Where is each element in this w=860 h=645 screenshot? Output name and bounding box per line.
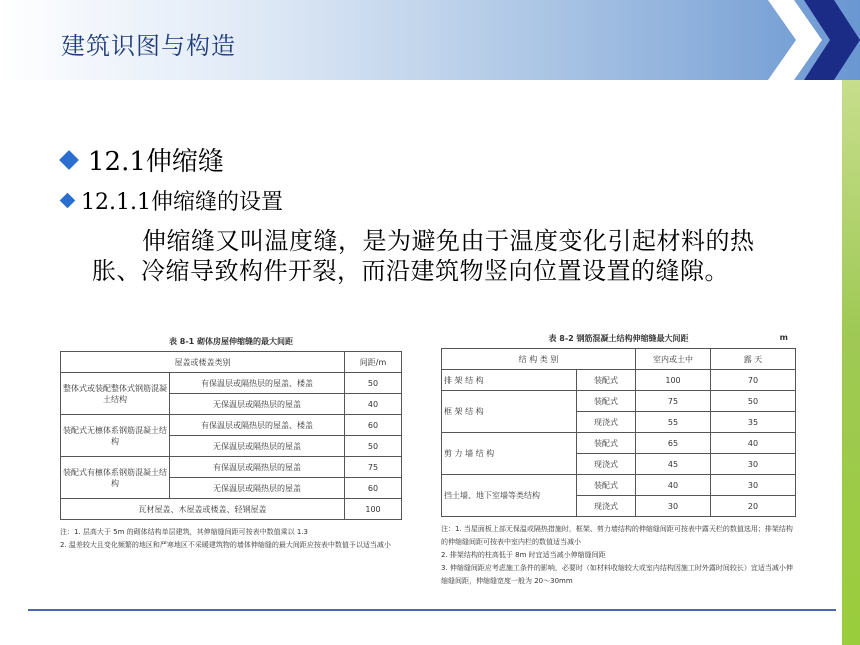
table-header: 屋盖或楼盖类别 [61, 352, 345, 373]
table-caption [441, 333, 796, 344]
table-header: 室内或土中 [636, 349, 711, 370]
table-cell: 40 [345, 394, 402, 415]
table-note: 注：1. 当屋面板上部无保温或隔热措施时，框架、剪力墙结构的伸缩缝间距可按表中露天栏的数值选用；排架结构的伸缩缝间距可按表中室内栏的数值适当减小 [441, 525, 793, 546]
table-cell: 35 [711, 412, 796, 433]
table-cell: 55 [636, 412, 711, 433]
table-cell: 40 [711, 433, 796, 454]
table-cell: 100 [345, 499, 402, 520]
table-cell: 30 [636, 496, 711, 517]
table-cell: 50 [711, 391, 796, 412]
table-cell: 装配式有檩体系钢筋混凝土结构 [61, 457, 170, 499]
table-note: 2. 排架结构的柱高低于 8m 时宜适当减小伸缩缝间距 [441, 551, 606, 559]
table-8-1 [60, 336, 402, 552]
table-cell: 瓦材屋盖、木屋盖或楼盖、轻钢屋盖 [61, 499, 345, 520]
table-cell: 40 [636, 475, 711, 496]
table-cell: 65 [636, 433, 711, 454]
table-cell: 排 架 结 构 [442, 370, 577, 391]
table-cell: 框 架 结 构 [442, 391, 577, 433]
table-cell: 装配式 [577, 433, 636, 454]
table-cell: 装配式无檩体系钢筋混凝土结构 [61, 415, 170, 457]
table-cell: 60 [345, 415, 402, 436]
table-header: 间距/m [345, 352, 402, 373]
table-cell: 装配式 [577, 370, 636, 391]
table-cell: 100 [636, 370, 711, 391]
table-cell: 有保温层或隔热层的屋盖 [170, 457, 345, 478]
table-cell: 现浇式 [577, 454, 636, 475]
table-unit: m [779, 333, 788, 342]
table-cell: 50 [345, 373, 402, 394]
table-cell: 有保温层或隔热层的屋盖、楼盖 [170, 415, 345, 436]
table-cell: 75 [345, 457, 402, 478]
table-cell: 装配式 [577, 475, 636, 496]
body-paragraph: 伸缩缝又叫温度缝，是为避免由于温度变化引起材料的热胀、冷缩导致构件开裂，而沿建筑物竖向位置设置的缝隙。 [92, 227, 755, 285]
table-cell: 50 [345, 436, 402, 457]
table-cell: 挡土墙、地下室墙等类结构 [442, 475, 577, 517]
footer-divider [28, 609, 836, 611]
table-cell: 有保温层或隔热层的屋盖、楼盖 [170, 373, 345, 394]
diamond-bullet-icon [59, 150, 79, 170]
table-cell: 现浇式 [577, 412, 636, 433]
table-cell: 无保温层或隔热层的屋盖 [170, 436, 345, 457]
table-note: 3. 伸缩缝间距应考虑施工条件的影响，必要时（如材料收缩较大或室内结构因施工时外露时间较长）宜适当减小伸缩缝间距，伸缩缝宽度一般为 20～30mm [441, 564, 793, 585]
section-heading-text: 12.1伸缩缝 [88, 147, 224, 177]
chevron-arrow-icon [768, 0, 860, 80]
section-heading [62, 141, 224, 178]
table-cell: 70 [711, 370, 796, 391]
table-cell: 现浇式 [577, 496, 636, 517]
table-cell: 30 [711, 454, 796, 475]
table-cell: 整体式或装配整体式钢筋混凝土结构 [61, 373, 170, 415]
table-cell: 装配式 [577, 391, 636, 412]
course-title: 建筑识图与构造 [61, 32, 236, 60]
side-accent-bar [842, 80, 860, 645]
table-cell: 75 [636, 391, 711, 412]
subsection-heading-text: 12.1.1伸缩缝的设置 [81, 190, 283, 215]
table-note: 2. 温差较大且变化频繁的地区和严寒地区不采暖建筑物的墙体伸缩缝的最大间距应按表中数值予以适当减小 [60, 541, 391, 549]
table-8-2-grid [441, 348, 796, 517]
table-caption-text: 表 8-2 钢筋混凝土结构伸缩缝最大间距 [548, 334, 689, 343]
table-8-2 [441, 333, 796, 588]
table-header: 结 构 类 别 [442, 349, 636, 370]
diamond-bullet-icon [60, 193, 76, 209]
table-note: 注：1. 层高大于 5m 的砌体结构单层建筑，其伸缩缝间距可按表中数值乘以 1.3 [60, 528, 308, 536]
header-band [0, 0, 860, 80]
subsection-heading [62, 185, 283, 216]
table-cell: 剪 力 墙 结 构 [442, 433, 577, 475]
table-cell: 30 [711, 475, 796, 496]
table-cell: 无保温层或隔热层的屋盖 [170, 394, 345, 415]
table-cell: 20 [711, 496, 796, 517]
table-header: 露 天 [711, 349, 796, 370]
table-cell: 无保温层或隔热层的屋盖 [170, 478, 345, 499]
table-8-1-grid [60, 351, 402, 520]
table-cell: 60 [345, 478, 402, 499]
table-caption: 表 8-1 砌体房屋伸缩缝的最大间距 [168, 337, 294, 346]
table-cell: 45 [636, 454, 711, 475]
